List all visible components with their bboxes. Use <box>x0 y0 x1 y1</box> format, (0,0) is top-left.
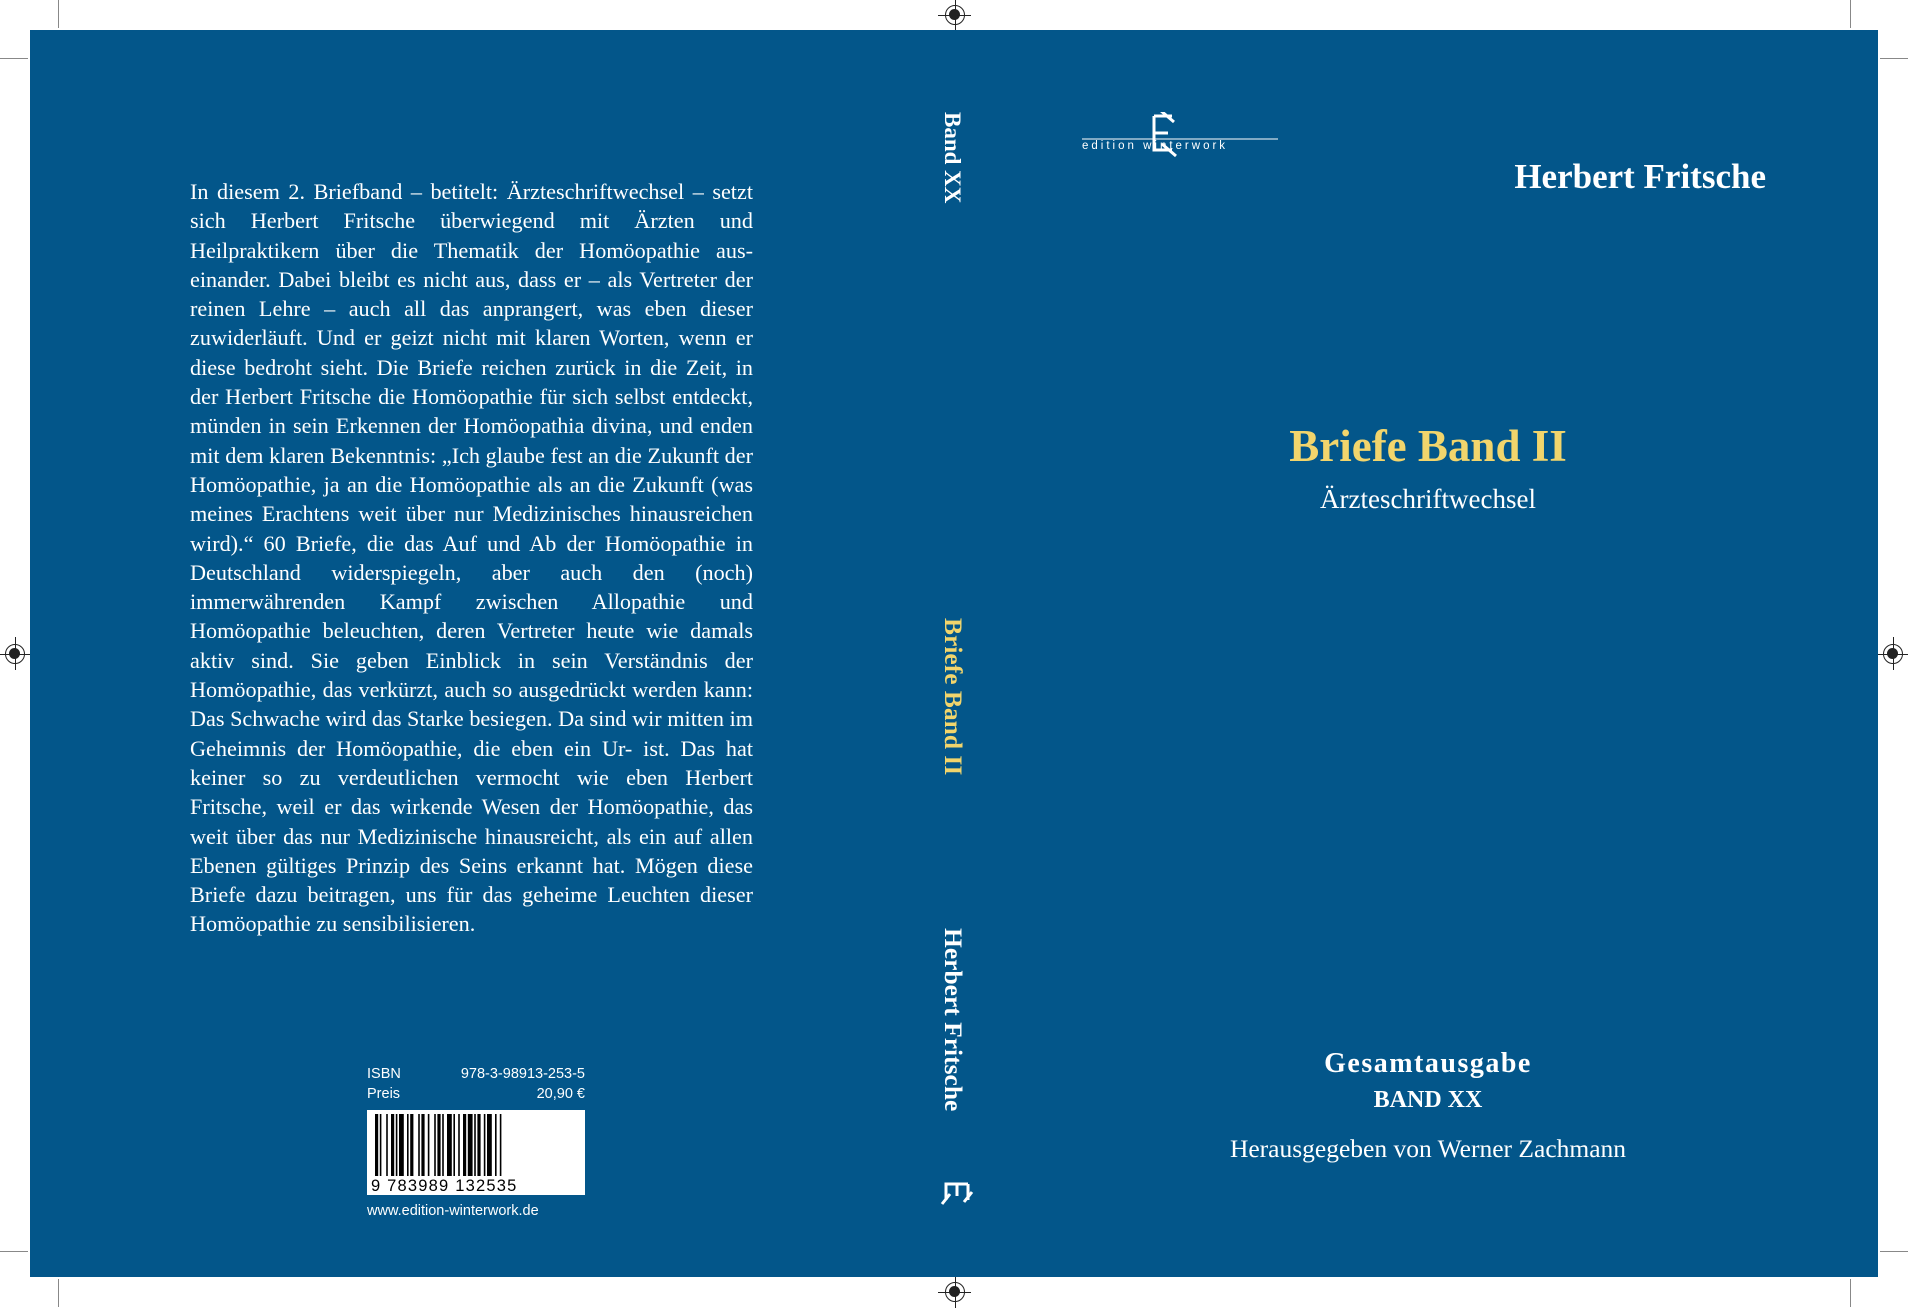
barcode-digits: 9 783989 132535 <box>371 1177 518 1195</box>
barcode <box>367 1110 585 1195</box>
barcode-bar <box>391 1114 394 1176</box>
barcode-bar <box>399 1114 404 1176</box>
isbn-label: ISBN <box>367 1066 401 1082</box>
barcode-bar <box>468 1114 473 1176</box>
barcode-bar <box>458 1114 460 1176</box>
barcode-bars <box>367 1110 585 1180</box>
edition-winterwork-logo-icon <box>940 1180 974 1214</box>
series-label: Gesamtausgabe <box>1324 1048 1532 1079</box>
registration-mark-icon <box>1883 644 1903 664</box>
barcode-bar <box>428 1114 430 1176</box>
registration-mark-icon <box>5 644 25 664</box>
price-value: 20,90 € <box>536 1086 585 1102</box>
crop-mark <box>1850 0 1851 28</box>
crop-mark <box>1880 1251 1908 1252</box>
barcode-bar <box>474 1114 476 1176</box>
barcode-bar <box>437 1114 440 1176</box>
price-row <box>367 1084 585 1104</box>
crop-mark <box>58 1279 59 1307</box>
barcode-bar <box>407 1114 409 1176</box>
registration-mark-icon <box>945 5 965 25</box>
front-author: Herbert Fritsche <box>1514 157 1766 196</box>
barcode-bar <box>447 1114 452 1176</box>
crop-mark <box>1850 1279 1851 1307</box>
barcode-bar <box>386 1114 388 1176</box>
publisher-website: www.edition-winterwork.de <box>367 1203 539 1219</box>
barcode-bar <box>375 1114 378 1176</box>
spine-author: Herbert Fritsche <box>939 928 968 1112</box>
crop-mark <box>58 0 59 28</box>
publisher-name: edition winterwork <box>1082 140 1229 152</box>
barcode-bar <box>487 1114 492 1176</box>
registration-mark-icon <box>945 1282 965 1302</box>
barcode-bar <box>442 1114 444 1176</box>
spine-title: Briefe Band II <box>939 618 968 776</box>
front-subtitle: Ärzteschriftwechsel <box>1320 484 1536 514</box>
barcode-bar <box>500 1114 502 1176</box>
barcode-bar <box>477 1114 480 1176</box>
barcode-bar <box>495 1114 497 1176</box>
isbn-block <box>367 1064 585 1221</box>
back-cover-blurb: In diesem 2. Briefband – betitelt: Ärzteschriftwechsel – setzt sich Herbert Fritsche überwiegend mit Ärzten und Heilpraktikern über die Thematik der Homöopathie auseinander. Dabei bleibt es nicht aus, dass er – als Vertreter der reinen Lehre – auch all das anprangert, was eben dieser zuwiderläuft. Und er geizt nicht mit klaren Worten, wenn er diese bedroht sieht. Die Briefe reichen zurück in die Zeit, in der Herbert Fritsche die Homöopathie für sich selbst entdeckt, münden in sein Erkennen der Homöopathia divina, und enden mit dem klaren Bekenntnis: „Ich glaube fest an die Zukunft der Homöopathie, ja an die Homöopathie als an die Zukunft (was meines Erachtens weit über nur Medizinisches hinausreichen wird).“ 60 Briefe, die das Auf und Ab der Homöopathie in Deutschland widerspiegeln, aber auch den (noch) immerwährenden Kampf zwischen Allopathie und Homöopathie beleuchten, deren Vertreter heute wie damals aktiv sind. Sie geben Einblick in sein Verständnis der Homöopathie, das verkürzt, auch so ausgedrückt werden kann: Das Schwache wird das Starke besiegen. Da sind wir mitten im Geheimnis der Homöopathie, die eben ein Ur- ist. Das hat keiner so zu verdeutlichen vermocht wie eben Herbert Fritsche, weil er das wirkende Wesen der Homöopathie, das weit über das nur Medizinische hinausreicht, als ein auf allen Ebenen gültiges Prinzip des Seins erkannt hat. Mögen diese Briefe dazu beitragen, uns für das geheime Leuchten dieser Homöopathie zu sensibilisieren. <box>190 179 753 937</box>
barcode-bar <box>453 1114 455 1176</box>
barcode-bar <box>418 1114 420 1176</box>
price-label: Preis <box>367 1086 401 1102</box>
spine-volume: Band XX <box>940 112 965 204</box>
crop-mark <box>0 1251 28 1252</box>
crop-mark <box>0 58 28 59</box>
barcode-bar <box>396 1114 398 1176</box>
publisher-logo-icon <box>1080 112 1280 162</box>
front-title: Briefe Band II <box>1289 421 1567 471</box>
barcode-bar <box>484 1114 486 1176</box>
barcode-bar <box>421 1114 424 1176</box>
barcode-bar <box>380 1114 382 1176</box>
crop-mark <box>1880 58 1908 59</box>
barcode-bar <box>463 1114 466 1176</box>
editor-credit: Herausgegeben von Werner Zachmann <box>1229 1134 1627 1163</box>
barcode-bar <box>410 1114 413 1176</box>
volume-label: BAND XX <box>1373 1087 1483 1113</box>
isbn-row <box>367 1064 585 1084</box>
barcode-bar <box>434 1114 436 1176</box>
isbn-value: 978-3-98913-253-5 <box>460 1066 585 1082</box>
